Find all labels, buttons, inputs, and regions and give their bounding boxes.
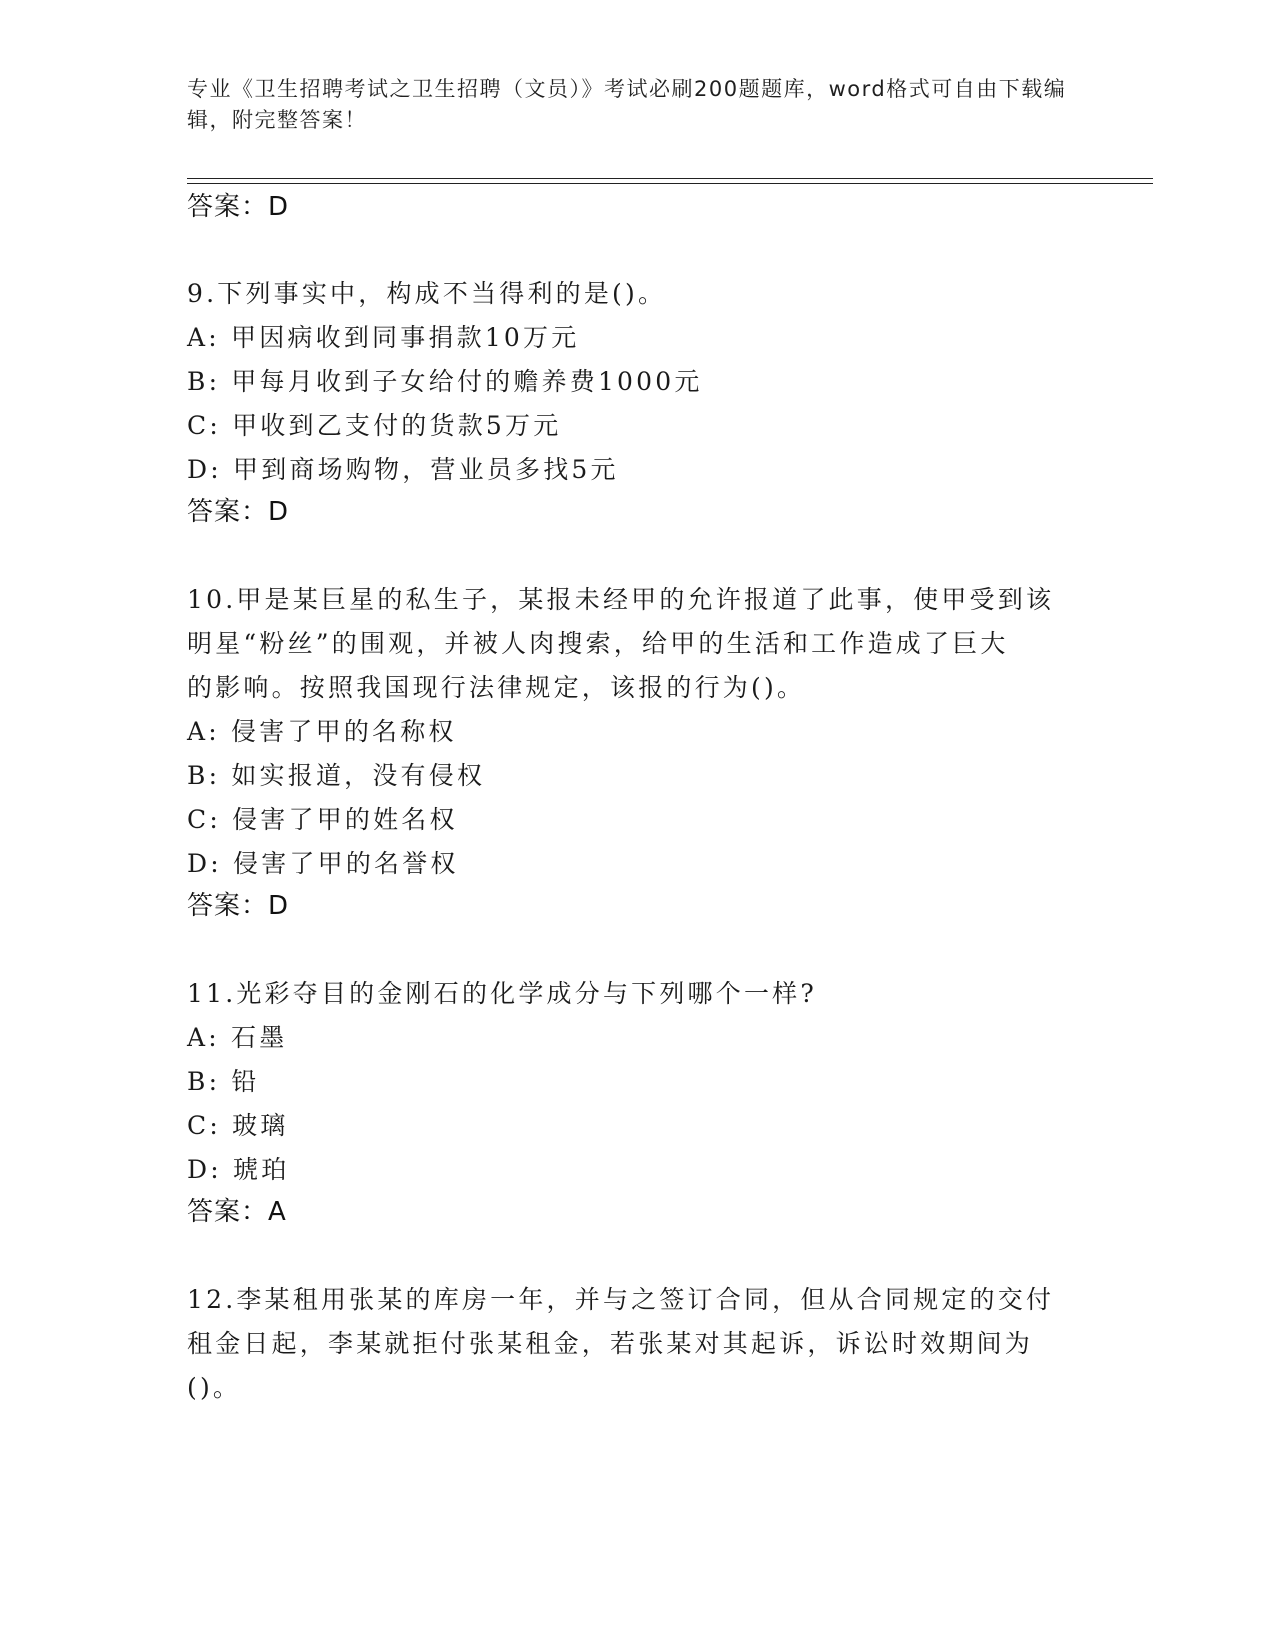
- question-stem: 10.甲是某巨星的私生子，某报未经甲的允许报道了此事，使甲受到该: [187, 585, 1055, 614]
- option-d: D: 甲到商场购物，营业员多找5元: [187, 455, 619, 484]
- header-divider: [187, 183, 1153, 184]
- option-a: A: 石墨: [187, 1023, 288, 1052]
- option-b: B: 甲每月收到子女给付的赡养费1000元: [187, 367, 703, 396]
- option-c: C: 侵害了甲的姓名权: [187, 805, 458, 834]
- answer-line: 答案：D: [187, 497, 290, 527]
- option-a: A: 侵害了甲的名称权: [187, 717, 457, 746]
- question-stem: 租金日起，李某就拒付张某租金，若张某对其起诉，诉讼时效期间为: [187, 1329, 1034, 1358]
- option-d: D: 琥珀: [187, 1155, 290, 1184]
- question-stem: 的影响。按照我国现行法律规定，该报的行为()。: [187, 673, 806, 702]
- answer-line: 答案：A: [187, 1197, 287, 1227]
- option-a: A: 甲因病收到同事捐款10万元: [187, 323, 580, 352]
- question-stem: 11.光彩夺目的金刚石的化学成分与下列哪个一样?: [187, 979, 817, 1008]
- option-d: D: 侵害了甲的名誉权: [187, 849, 459, 878]
- question-stem: 明星“粉丝”的围观，并被人肉搜索，给甲的生活和工作造成了巨大: [187, 629, 1009, 658]
- question-stem: 12.李某租用张某的库房一年，并与之签订合同，但从合同规定的交付: [187, 1285, 1055, 1314]
- option-c: C: 甲收到乙支付的货款5万元: [187, 411, 562, 440]
- question-stem: ()。: [187, 1373, 242, 1402]
- header-divider: [187, 178, 1153, 179]
- option-b: B: 铅: [187, 1067, 260, 1096]
- answer-line: 答案：D: [187, 192, 290, 222]
- option-b: B: 如实报道，没有侵权: [187, 761, 486, 790]
- question-stem: 9.下列事实中，构成不当得利的是()。: [187, 279, 667, 308]
- answer-line: 答案：D: [187, 891, 290, 921]
- document-header: 专业《卫生招聘考试之卫生招聘（文员）》考试必刷200题题库，word格式可自由下载编辑，附完整答案！: [187, 77, 1067, 132]
- option-c: C: 玻璃: [187, 1111, 289, 1140]
